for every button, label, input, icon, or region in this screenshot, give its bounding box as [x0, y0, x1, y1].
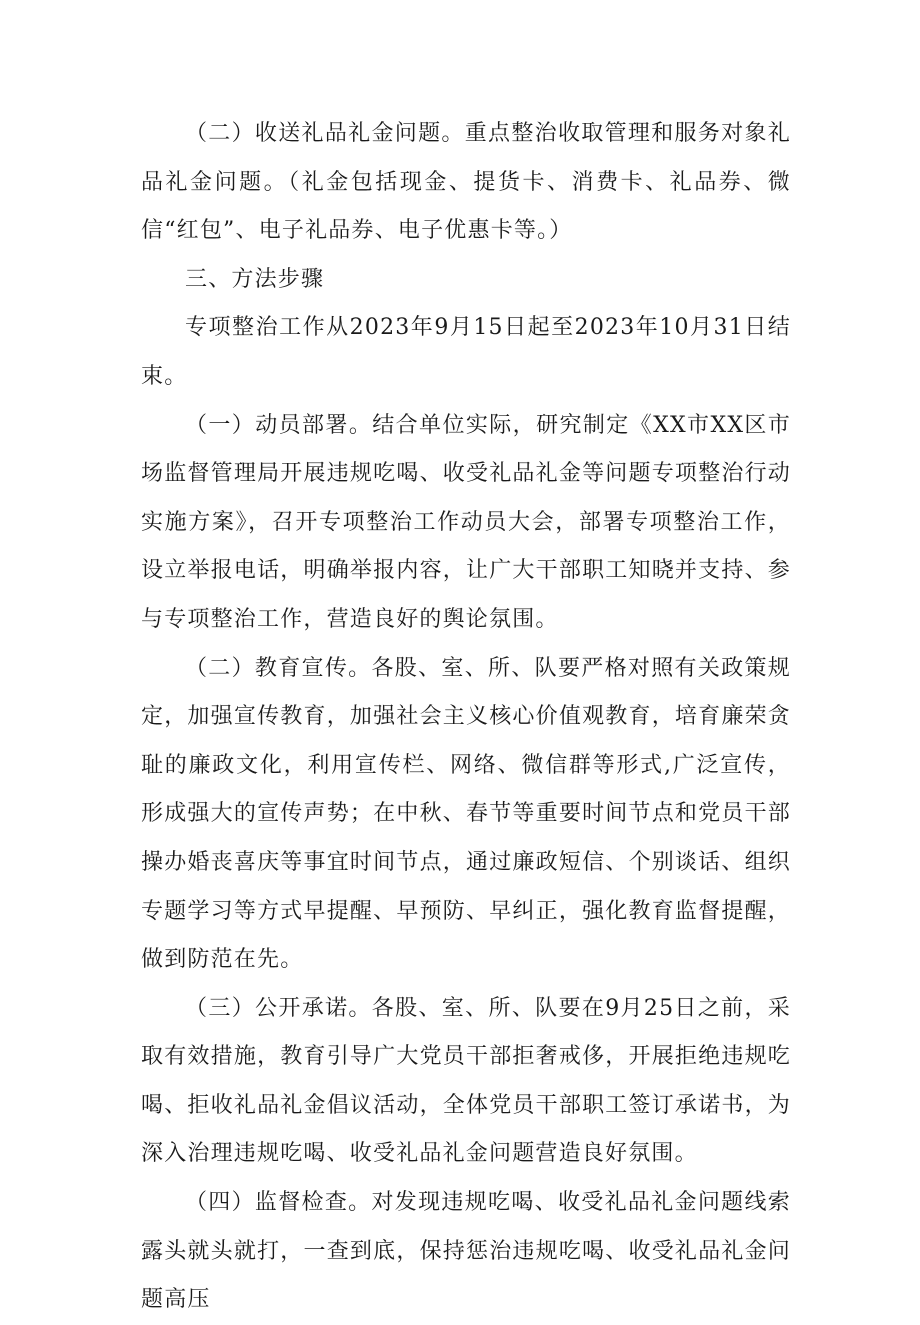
document-body: [141, 110, 791, 1325]
paragraph-education: （二）教育宣传。各股、室、所、队要严格对照有关政策规定，加强宣传教育，加强社会主义核心价值观教育，培育廉荣贪耻的廉政文化，利用宣传栏、网络、微信群等形式,广泛宣传，形成强大的宣传声势；在中秋、春节等重要时间节点和党员干部操办婚丧喜庆等事宜时间节点，通过廉政短信、个别谈话、组织专题学习等方式早提醒、早预防、早纠正，强化教育监督提醒，做到防范在先。: [141, 655, 791, 973]
paragraph-public-commitment: （三）公开承诺。各股、室、所、队要在9月25日之前，采取有效措施，教育引导广大党员干部拒奢戒侈，开展拒绝违规吃喝、拒收礼品礼金倡议活动，全体党员干部职工签订承诺书，为深入治理违规吃喝、收受礼品礼金问题营造良好氛围。: [141, 995, 791, 1167]
paragraph-supervision: （四）监督检查。对发现违规吃喝、收受礼品礼金问题线索露头就头就打，一查到底，保持惩治违规吃喝、收受礼品礼金问题高压: [141, 1190, 791, 1313]
paragraph-gift-money-issue: （二）收送礼品礼金问题。重点整治收取管理和服务对象礼品礼金问题。（礼金包括现金、提货卡、消费卡、礼品券、微信“红包”、电子礼品券、电子优惠卡等。）: [141, 121, 791, 244]
paragraph-mobilization: （一）动员部署。结合单位实际，研究制定《XX市XX区市场监督管理局开展违规吃喝、收受礼品礼金等问题专项整治行动实施方案》，召开专项整治工作动员大会，部署专项整治工作，设立举报电话，明确举报内容，让广大干部职工知晓并支持、参与专项整治工作，营造良好的舆论氛围。: [141, 412, 791, 632]
section-heading-method-steps: 三、方法步骤: [185, 266, 325, 292]
paragraph-period: 专项整治工作从2023年9月15日起至2023年10月31日结束。: [141, 315, 791, 389]
